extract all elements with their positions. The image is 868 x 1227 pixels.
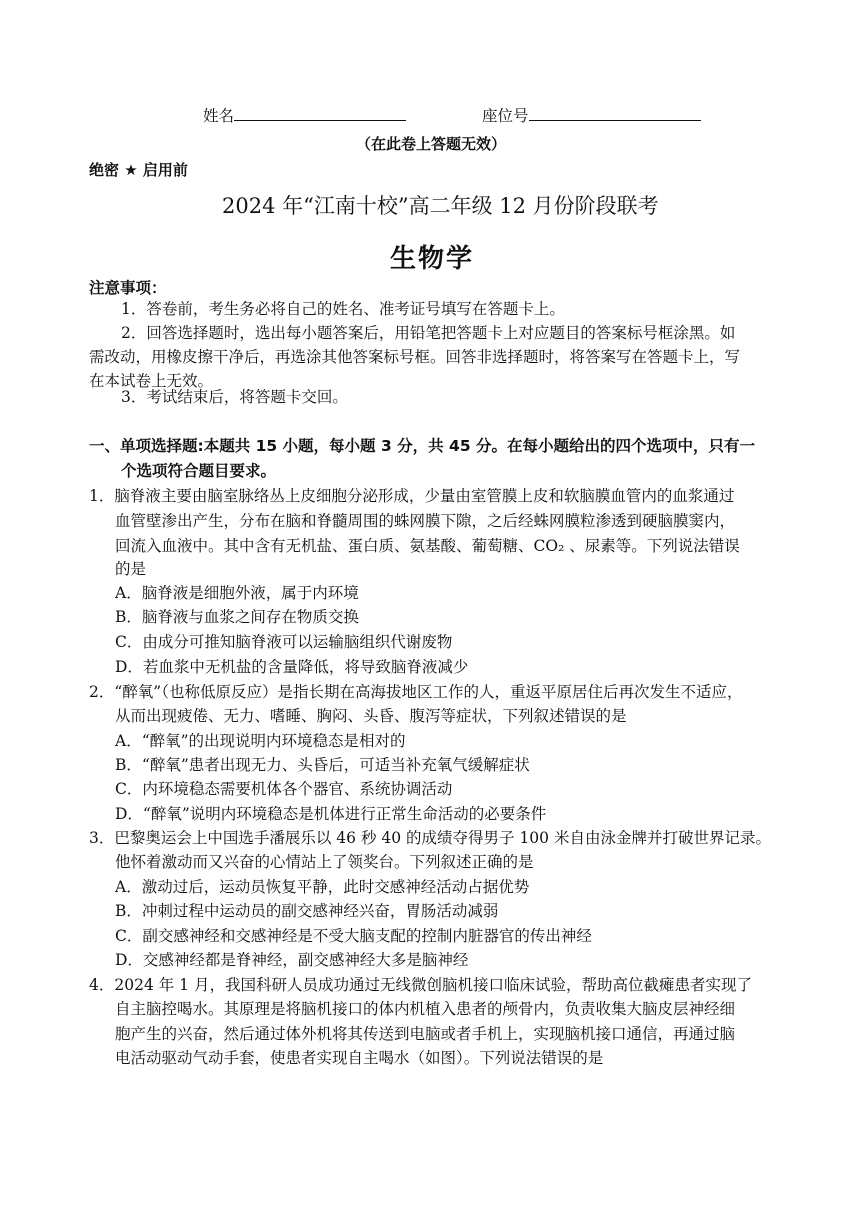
seat-field xyxy=(482,104,701,126)
seat-blank xyxy=(529,104,701,121)
question-3-option-a: A．激动过后，运动员恢复平静，此时交感神经活动占据优势 xyxy=(115,878,530,896)
notes-line: 2．回答选择题时，选出每小题答案后，用铅笔把答题卡上对应题目的答案标号框涂黑。如 xyxy=(121,324,736,342)
question-2-option-c: C．内环境稳态需要机体各个器官、系统协调活动 xyxy=(115,780,453,798)
question-1-text: 回流入血液中。其中含有无机盐、蛋白质、氨基酸、葡萄糖、CO₂ 、尿素等。下列说法错误 xyxy=(115,537,740,555)
question-1-option-d: D．若血浆中无机盐的含量降低，将导致脑脊液减少 xyxy=(115,658,469,676)
name-field xyxy=(203,104,406,126)
section-heading-cont: 个选项符合题目要求。 xyxy=(121,462,277,480)
seat-label: 座位号 xyxy=(482,107,529,125)
question-3-option-c: C．副交感神经和交感神经是不受大脑支配的控制内脏器官的传出神经 xyxy=(115,927,592,945)
name-blank xyxy=(234,104,406,121)
question-1-option-c: C．由成分可推知脑脊液可以运输脑组织代谢废物 xyxy=(115,633,453,651)
subject-title: 生物学 xyxy=(390,244,475,274)
question-2-option-b: B．“醉氧”患者出现无力、头昏后，可适当补充氧气缓解症状 xyxy=(115,756,530,774)
notes-heading: 注意事项： xyxy=(89,279,167,297)
question-2-text: 2．“醉氧”（也称低原反应）是指长期在高海拔地区工作的人，重返平原居住后再次发生不适应， xyxy=(89,683,743,701)
notes-line: 需改动，用橡皮擦干净后，再选涂其他答案标号框。回答非选择题时，将答案写在答题卡上，写 xyxy=(89,348,741,366)
secret-mark: 绝密 ★ 启用前 xyxy=(89,161,188,179)
question-1-text: 1．脑脊液主要由脑室脉络丛上皮细胞分泌形成，少量由室管膜上皮和软脑膜血管内的血浆通过 xyxy=(89,487,735,505)
question-4-text: 电活动驱动气动手套，使患者实现自主喝水（如图）。下列说法错误的是 xyxy=(115,1049,604,1067)
question-3-text: 他怀着激动而又兴奋的心情站上了领奖台。下列叙述正确的是 xyxy=(115,853,534,871)
notes-line: 在本试卷上无效。 xyxy=(89,372,214,390)
question-3-text: 3．巴黎奥运会上中国选手潘展乐以 46 秒 40 的成绩夺得男子 100 米自由泳金牌并打破世界记录。 xyxy=(89,829,771,847)
question-1-text: 血管壁渗出产生，分布在脑和脊髓周围的蛛网膜下隙，之后经蛛网膜粒渗透到硬脑膜窦内， xyxy=(115,512,736,530)
question-4-text: 胞产生的兴奋，然后通过体外机将其传送到电脑或者手机上，实现脑机接口通信，再通过脑 xyxy=(115,1025,736,1043)
question-4-text: 自主脑控喝水。其原理是将脑机接口的体内机植入患者的颅骨内，负责收集大脑皮层神经细 xyxy=(115,1000,736,1018)
question-4-text: 4．2024 年 1 月，我国科研人员成功通过无线微创脑机接口临床试验，帮助高位截瘫患者实现了 xyxy=(89,976,752,994)
section-heading: 一、单项选择题:本题共 15 小题，每小题 3 分，共 45 分。在每小题给出的四个选项中，只有一 xyxy=(89,437,756,455)
notes-line: 1．答卷前，考生务必将自己的姓名、准考证号填写在答题卡上。 xyxy=(121,300,565,318)
question-2-option-d: D．“醉氧”说明内环境稳态是机体进行正常生命活动的必要条件 xyxy=(115,805,547,823)
question-2-option-a: A．“醉氧”的出现说明内环境稳态是相对的 xyxy=(115,732,406,750)
question-3-option-b: B．冲刺过程中运动员的副交感神经兴奋，胃肠活动减弱 xyxy=(115,902,499,920)
exam-title: 2024 年“江南十校”高二年级 12 月份阶段联考 xyxy=(222,194,659,218)
question-3-option-d: D．交感神经都是脊神经，副交感神经大多是脑神经 xyxy=(115,951,469,969)
question-1-option-b: B．脑脊液与血浆之间存在物质交换 xyxy=(115,608,359,626)
invalid-note: （在此卷上答题无效） xyxy=(356,135,507,153)
question-2-text: 从而出现疲倦、无力、嗜睡、胸闷、头昏、腹泻等症状，下列叙述错误的是 xyxy=(115,707,627,725)
question-1-option-a: A．脑脊液是细胞外液，属于内环境 xyxy=(115,584,359,602)
name-label: 姓名 xyxy=(203,107,235,125)
question-1-text: 的是 xyxy=(115,560,147,578)
notes-line: 3．考试结束后，将答题卡交回。 xyxy=(121,388,348,406)
